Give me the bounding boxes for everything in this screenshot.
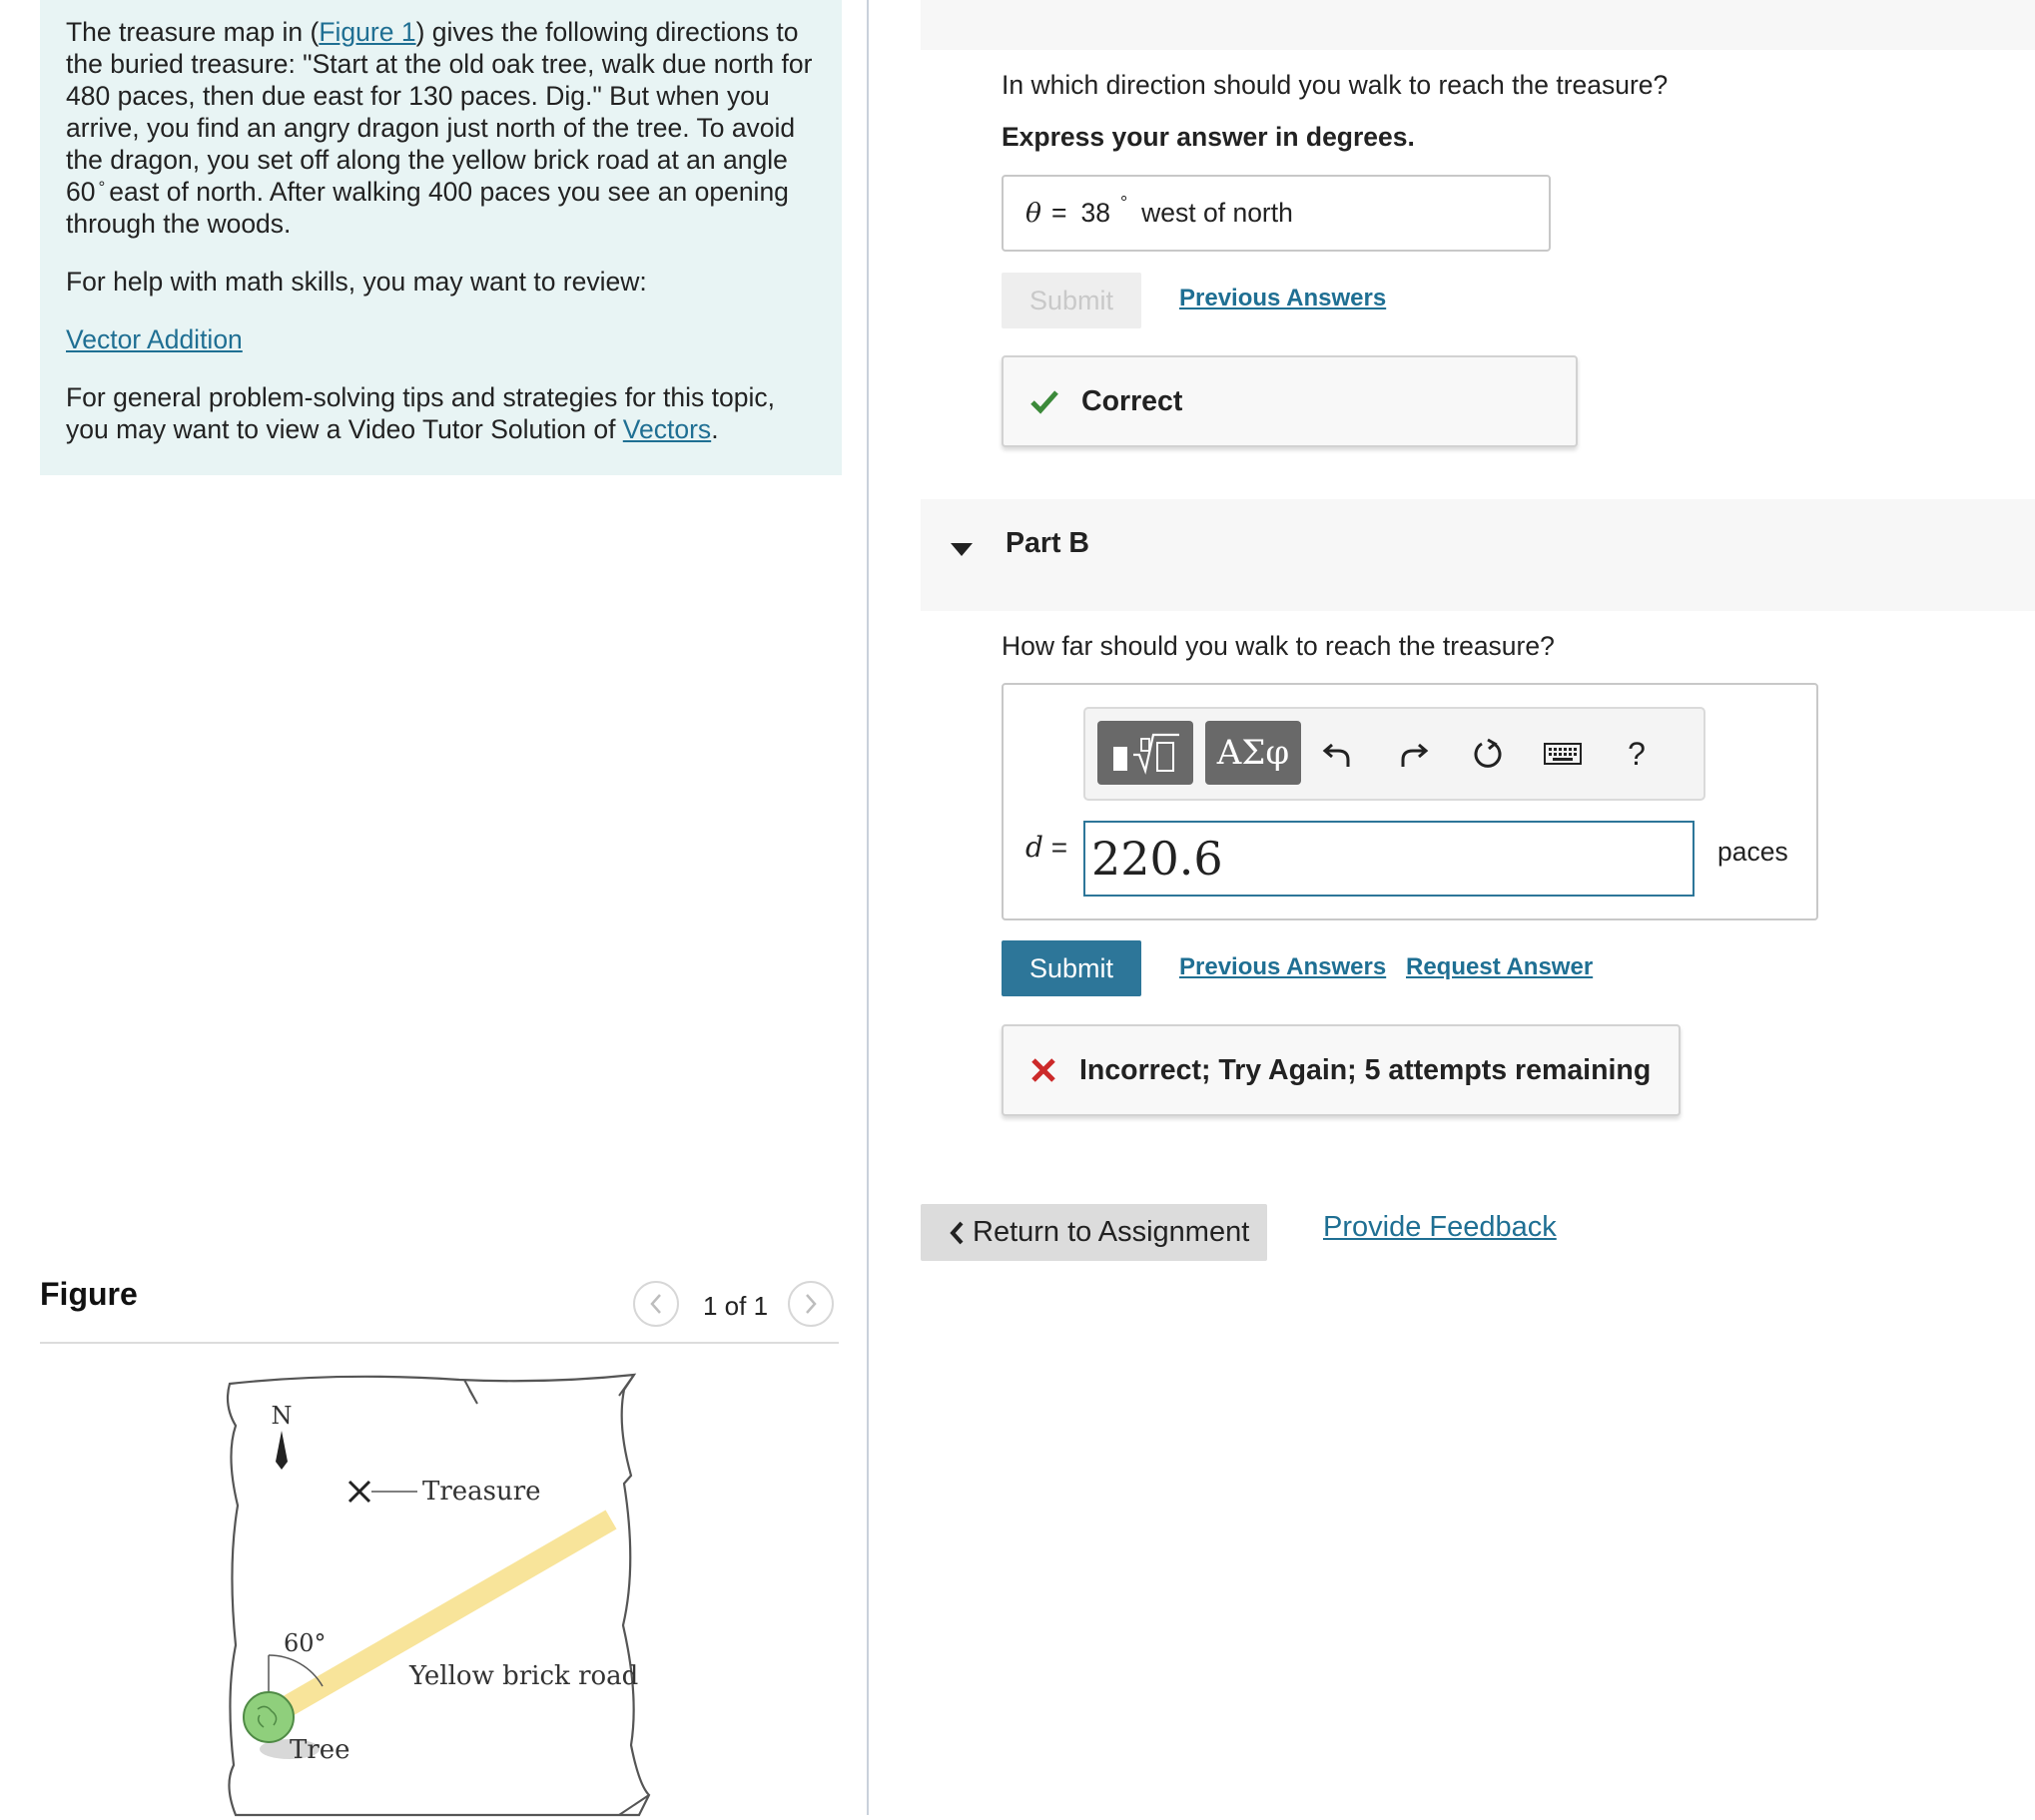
part-a-header-band: [921, 0, 2035, 50]
part-b-submit-button[interactable]: Submit: [1002, 940, 1141, 996]
chevron-right-icon: [804, 1293, 818, 1315]
x-mark-icon: [1029, 1056, 1057, 1084]
tips-text: [66, 381, 816, 445]
keyboard-icon: [1544, 742, 1582, 766]
treasure-map-figure: [220, 1366, 669, 1815]
part-b-previous-answers-link[interactable]: Previous Answers: [1179, 953, 1387, 980]
undo-button[interactable]: [1311, 727, 1363, 781]
d-variable: d: [1025, 831, 1043, 864]
return-to-assignment-label: Return to Assignment: [973, 1216, 1250, 1248]
checkmark-icon: [1029, 388, 1059, 414]
provide-feedback-link[interactable]: Provide Feedback: [1323, 1211, 1557, 1243]
templates-icon: [1107, 729, 1183, 777]
problem-text: east of north. After walking 400 paces you see an opening through the woods.: [66, 177, 789, 239]
templates-button[interactable]: [1097, 721, 1193, 785]
keyboard-button[interactable]: [1537, 727, 1589, 781]
road-label: Yellow brick road: [409, 1661, 639, 1691]
degree-symbol: °: [1119, 193, 1128, 213]
part-a-submit-button: Submit: [1002, 273, 1141, 328]
theta-variable: θ: [1025, 198, 1041, 229]
column-divider: [867, 0, 869, 1815]
degree-symbol: °: [98, 178, 106, 197]
distance-input[interactable]: [1083, 821, 1695, 897]
part-a-instruction: Express your answer in degrees.: [1002, 122, 1415, 152]
math-toolbar: [1083, 707, 1705, 801]
figure-next-button[interactable]: [788, 1281, 834, 1327]
redo-button[interactable]: [1388, 727, 1440, 781]
distance-unit: paces: [1717, 837, 1788, 867]
request-answer-link[interactable]: Request Answer: [1406, 953, 1594, 980]
figure-link[interactable]: Figure 1: [319, 17, 416, 47]
problem-text: ) gives the following directions to the buried treasure: "Start at the old oak tree, walk due north for 480 paces, then due east for 130 paces. Dig." But when you arrive, you find an angry dragon just north of the tree. To avoid the dragon, you set off along the yellow brick road at an angle 60: [66, 17, 813, 207]
tree-icon: [244, 1692, 294, 1742]
tips-text-end: .: [711, 414, 719, 444]
reset-icon: [1472, 738, 1504, 770]
chevron-left-icon: [649, 1293, 663, 1315]
tips-text-body: For general problem-solving tips and strategies for this topic, you may want to view a Video Tutor Solution of: [66, 382, 775, 444]
part-b-question: How far should you walk to reach the treasure?: [1002, 631, 1555, 661]
equals-sign: =: [1050, 832, 1068, 863]
caret-down-icon[interactable]: [951, 543, 973, 557]
figure-divider: [40, 1342, 839, 1344]
help-text: For help with math skills, you may want to review:: [66, 267, 647, 297]
return-to-assignment-button[interactable]: [921, 1204, 1267, 1261]
part-a-question: In which direction should you walk to reach the treasure?: [1002, 70, 1669, 100]
problem-intro: [66, 16, 816, 240]
chevron-left-icon: [949, 1220, 965, 1246]
treasure-label: Treasure: [422, 1477, 541, 1507]
part-b-feedback-text: Incorrect; Try Again; 5 attempts remaining: [1079, 1053, 1652, 1086]
figure-counter: 1 of 1: [703, 1291, 769, 1321]
figure-heading: Figure: [40, 1276, 138, 1312]
part-b-title: Part B: [1006, 527, 1089, 559]
part-b-header[interactable]: [921, 499, 2035, 611]
treasure-map-drawing: [220, 1366, 669, 1815]
part-a-direction: west of north: [1141, 198, 1293, 228]
part-b-feedback: [1002, 1024, 1681, 1116]
part-b-answer-box: [1002, 683, 1818, 920]
part-a-value: 38: [1080, 198, 1110, 228]
part-a-previous-answers-link[interactable]: Previous Answers: [1179, 285, 1387, 311]
part-a-feedback: [1002, 355, 1578, 447]
undo-icon: [1322, 739, 1352, 769]
vectors-link[interactable]: Vectors: [622, 414, 712, 444]
north-label: N: [271, 1402, 293, 1430]
part-a-answer-field: [1002, 175, 1551, 252]
reset-button[interactable]: [1462, 727, 1514, 781]
vector-addition-link[interactable]: Vector Addition: [66, 324, 243, 354]
problem-text: The treasure map in (: [66, 17, 320, 47]
equals-sign: =: [1050, 198, 1067, 228]
tree-label: Tree: [290, 1735, 350, 1765]
angle-label: 60°: [284, 1629, 327, 1657]
problem-statement: [40, 0, 842, 475]
distance-label: [1025, 831, 1067, 864]
part-a-feedback-text: Correct: [1081, 384, 1183, 417]
help-button[interactable]: ?: [1628, 735, 1646, 772]
symbols-button[interactable]: ΑΣφ: [1205, 721, 1301, 785]
figure-prev-button[interactable]: [633, 1281, 679, 1327]
redo-icon: [1399, 739, 1429, 769]
